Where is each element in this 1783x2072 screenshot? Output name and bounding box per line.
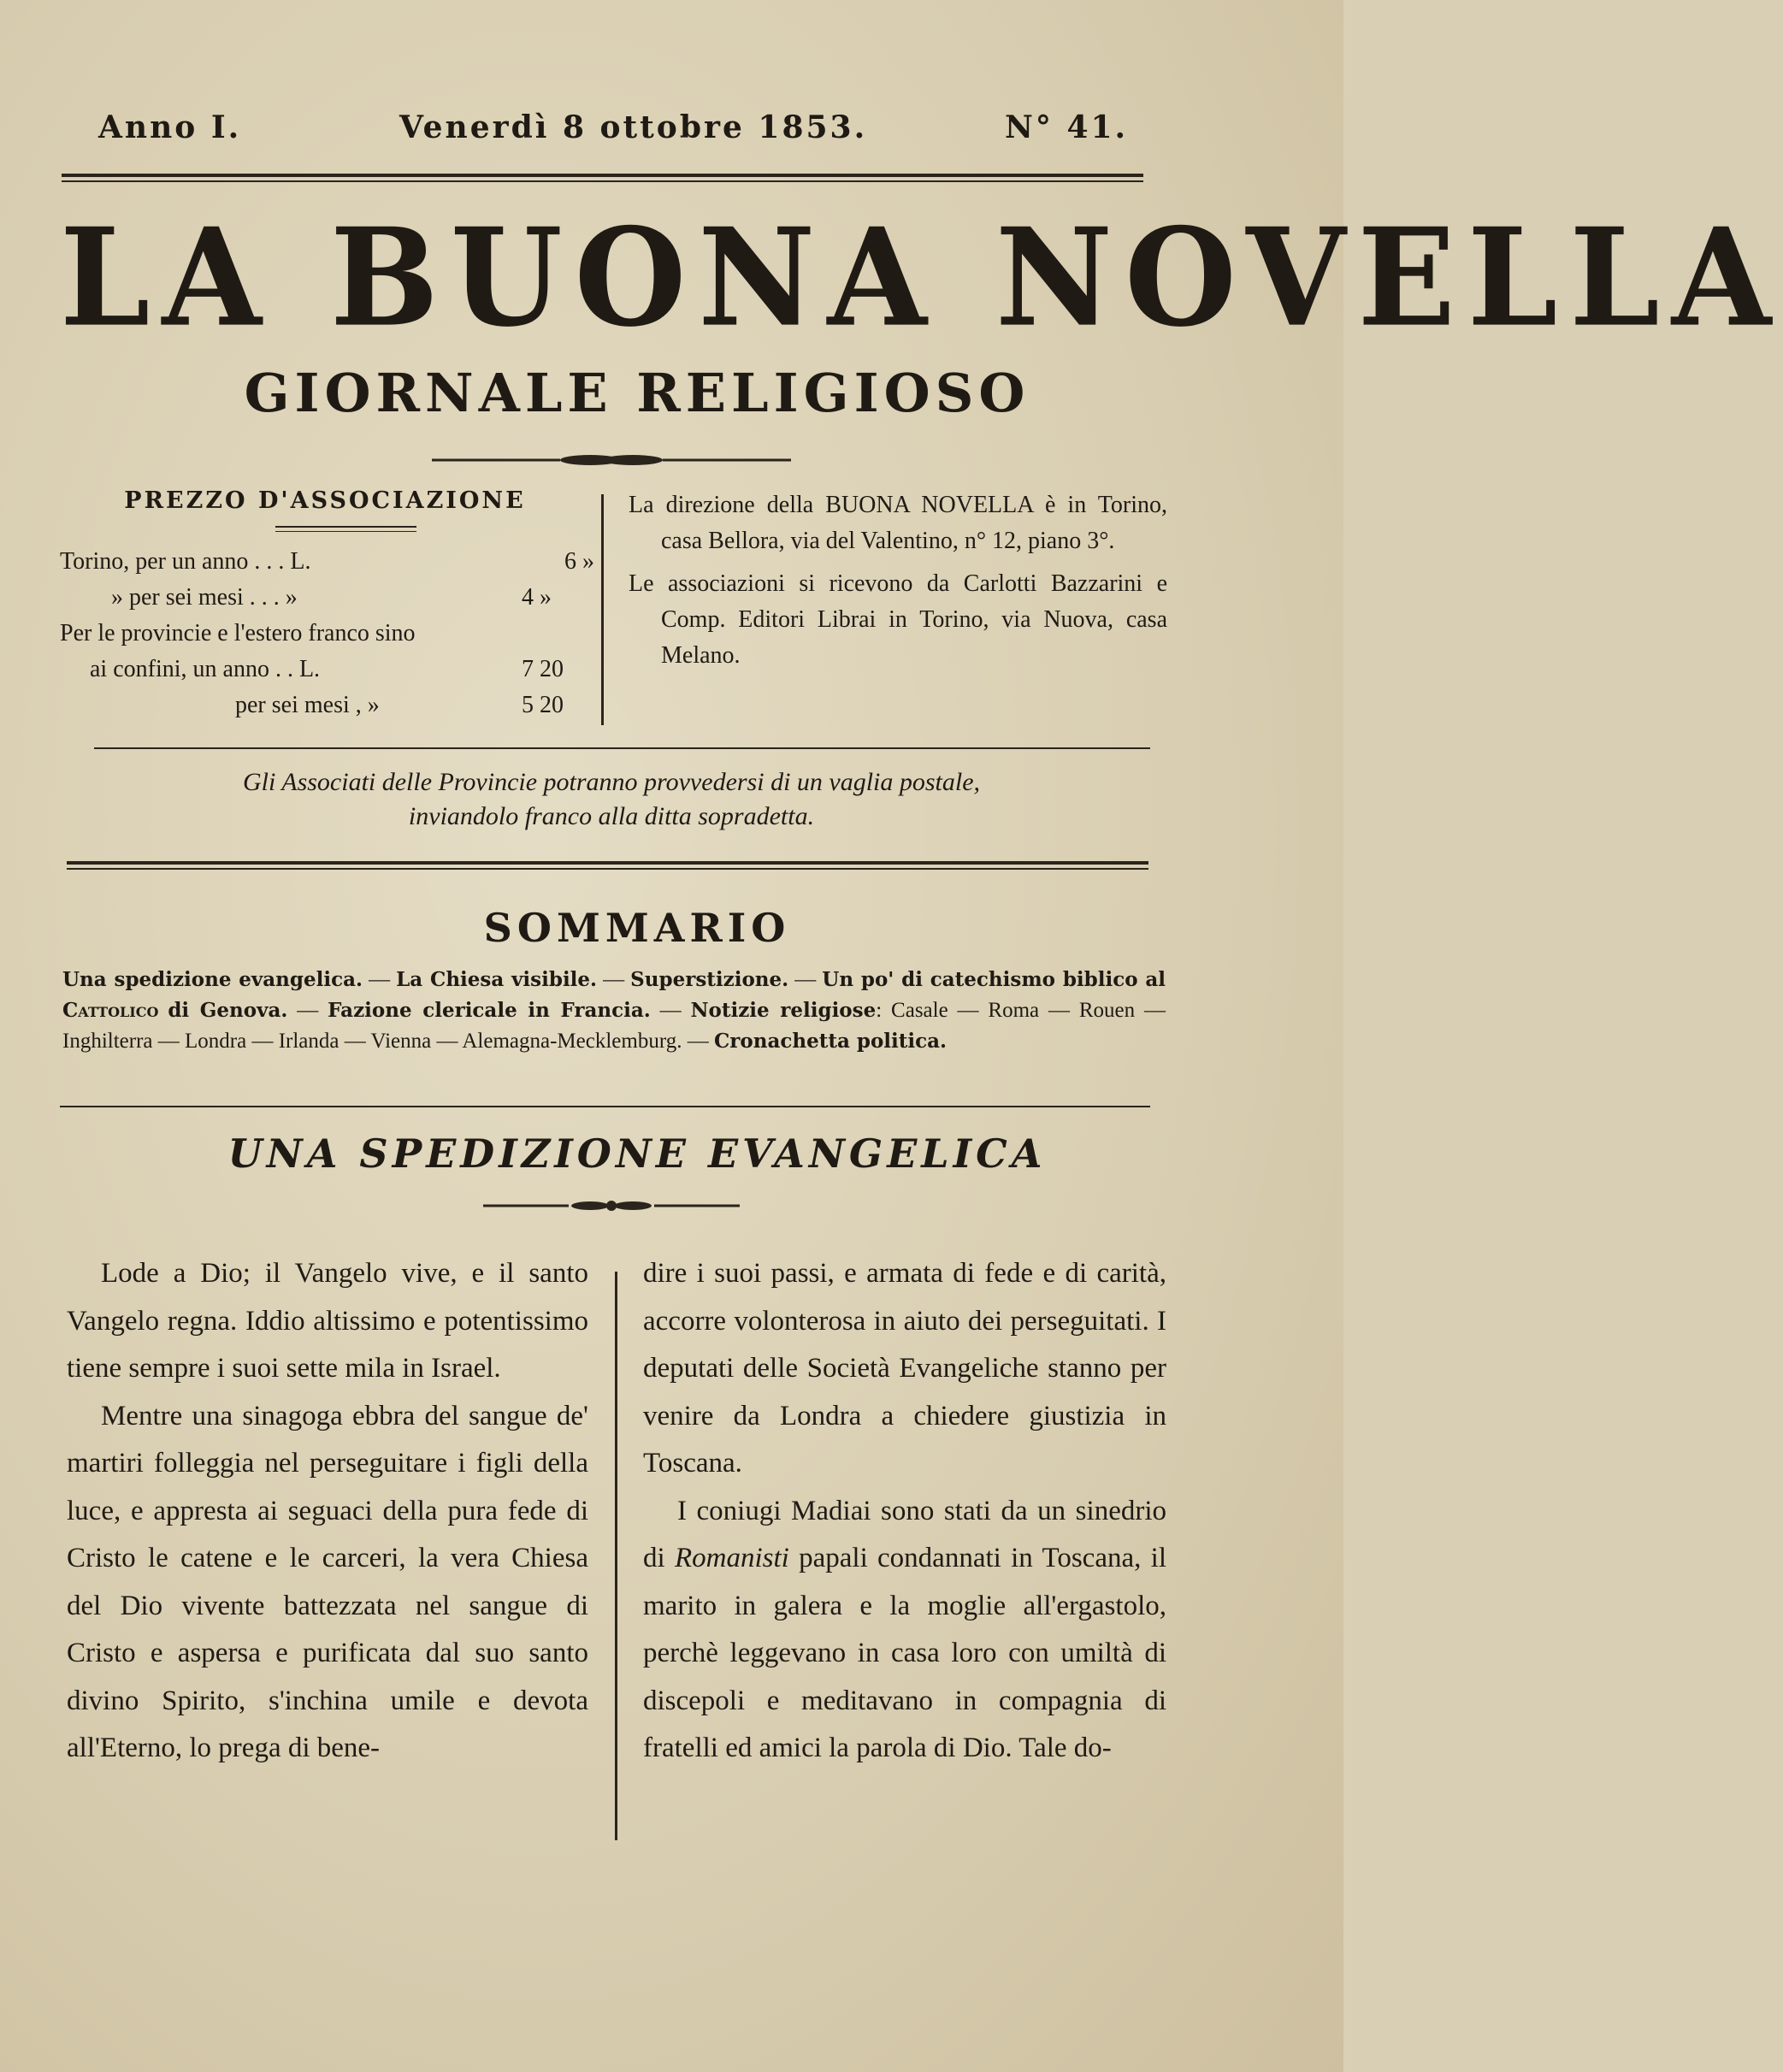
- article-text: papali condannati in Toscana, il marito in galera e la moglie all'ergastolo, perchè leggevano in casa loro con umiltà di discepoli e meditavano in compagnia di fratelli ed amici la parola di Dio. Tale do-: [643, 1543, 1166, 1763]
- section-rule-thin: [67, 868, 1148, 870]
- sommario-item: Fazione clericale in Francia.: [328, 999, 651, 1022]
- postal-note: [77, 765, 1146, 834]
- ornament-divider: [432, 447, 791, 473]
- sommario-item: Una spedizione evangelica.: [62, 968, 363, 991]
- article-paragraph: dire i suoi passi, e armata di fede e di carità, accorre volonterosa in aiuto dei perseguitati. I deputati delle Società Evangeliche stanno per venire da Londra a chiedere giustizia in Toscana.: [643, 1258, 1166, 1479]
- direction-text: La direzione della BUONA NOVELLA è in Torino, casa Bellora, via del Valentino, n° 12, piano 3°.: [629, 492, 1167, 554]
- price-value: 7 20: [522, 656, 564, 682]
- article-paragraph: Lode a Dio; il Vangelo vive, e il santo Vangelo regna. Iddio altissimo e potentissimo tiene sempre i suoi sette mila in Israel.: [67, 1258, 588, 1384]
- column-divider: [601, 494, 604, 725]
- article-rule: [60, 1106, 1150, 1107]
- postal-note-line: inviandolo franco alla ditta sopradetta.: [408, 802, 815, 830]
- price-value: 5 20: [522, 692, 564, 718]
- article-column-right: [643, 1250, 1166, 1773]
- article-column-left: [67, 1250, 588, 1773]
- ornament-divider: [483, 1195, 740, 1216]
- header-rule-thin: [62, 180, 1143, 182]
- sommario-item: Un po' di catechismo biblico al: [822, 968, 1166, 991]
- sommario-item: Cattolico: [62, 999, 159, 1022]
- header-rule: [62, 174, 1143, 177]
- sommario-item: Cronachetta politica.: [713, 1030, 948, 1053]
- price-line: [60, 544, 594, 580]
- price-label: ai confini, un anno . . L.: [90, 656, 321, 682]
- sommario-item: di Genova.: [168, 999, 288, 1022]
- article-paragraph: Mentre una sinagoga ebbra del sangue de' martiri folleggia nel perseguitare i figli della luce, e appresta ai seguaci della pura fede di Cristo le catene e le carceri, la vera Chiesa del Dio vivente battezzata nel sangue di Cristo e aspersa e purificata dal suo santo divino Spirito, s'inchina umile e devota all'Eterno, lo prega di bene-: [67, 1400, 588, 1763]
- postal-note-line: Gli Associati delle Provincie potranno provvedersi di un vaglia postale,: [242, 768, 981, 796]
- price-label: Per le provincie e l'estero franco sino: [60, 620, 416, 646]
- sommario-item: La Chiesa visibile.: [396, 968, 598, 991]
- issue-number: N° 41.: [1005, 109, 1129, 145]
- price-label: » per sei mesi . . . »: [111, 584, 298, 611]
- article-paragraph: [643, 1488, 1166, 1773]
- issue-header: [98, 109, 1129, 152]
- sommario-title: SOMMARIO: [483, 905, 791, 951]
- price-line: [90, 652, 590, 688]
- section-rule: [67, 861, 1148, 865]
- sommario-list: Una spedizione evangelica. — La Chiesa visibile. — Superstizione. — Un po' di catechismo biblico al Cattolico di Genova. — Fazione clericale in Francia. — Notizie religiose: Casale — Roma — Rouen — Inghilterra — Londra — Irlanda — Vienna — Alemagna-Mecklemburg. — Cronachetta politica.: [62, 968, 1166, 1053]
- sommario-item: Notizie religiose: [690, 999, 877, 1022]
- article-title: UNA SPEDIZIONE EVANGELICA: [227, 1130, 1047, 1177]
- note-rule: [94, 747, 1150, 749]
- price-line: [111, 580, 590, 616]
- price-value: 6 »: [564, 548, 594, 575]
- info-block: [629, 487, 1167, 681]
- article-text: I coniugi Madiai sono stati da un sinedrio di: [643, 1495, 1166, 1573]
- sommario-places: : Casale — Roma — Rouen — Inghilterra — Londra — Irlanda — Vienna — Alemagna-Mecklemburg.: [62, 999, 1166, 1053]
- subscription-title-rule: [275, 526, 416, 528]
- price-label: per sei mesi , »: [235, 692, 380, 718]
- price-value: 4 »: [522, 584, 552, 611]
- issue-date: Venerdì 8 ottobre 1853.: [399, 109, 868, 145]
- article-column-divider: [615, 1272, 617, 1840]
- price-label: Torino, per un anno . . . L.: [60, 548, 311, 575]
- masthead-subtitle: GIORNALE RELIGIOSO: [244, 362, 1030, 424]
- price-line: [60, 616, 590, 652]
- subscription-title-rule-2: [275, 531, 416, 532]
- sommario-item: Superstizione.: [630, 968, 789, 991]
- issue-year: Anno I.: [98, 109, 242, 145]
- subscriptions-text: Le associazioni si ricevono da Carlotti Bazzarini e Comp. Editori Librai in Torino, via Nuova, casa Melano.: [629, 570, 1167, 669]
- subscription-title: PREZZO D'ASSOCIAZIONE: [124, 487, 526, 514]
- price-line: [235, 688, 590, 723]
- article-emphasis: Romanisti: [674, 1543, 789, 1573]
- masthead-title: LA BUONA NOVELLA: [60, 198, 1783, 357]
